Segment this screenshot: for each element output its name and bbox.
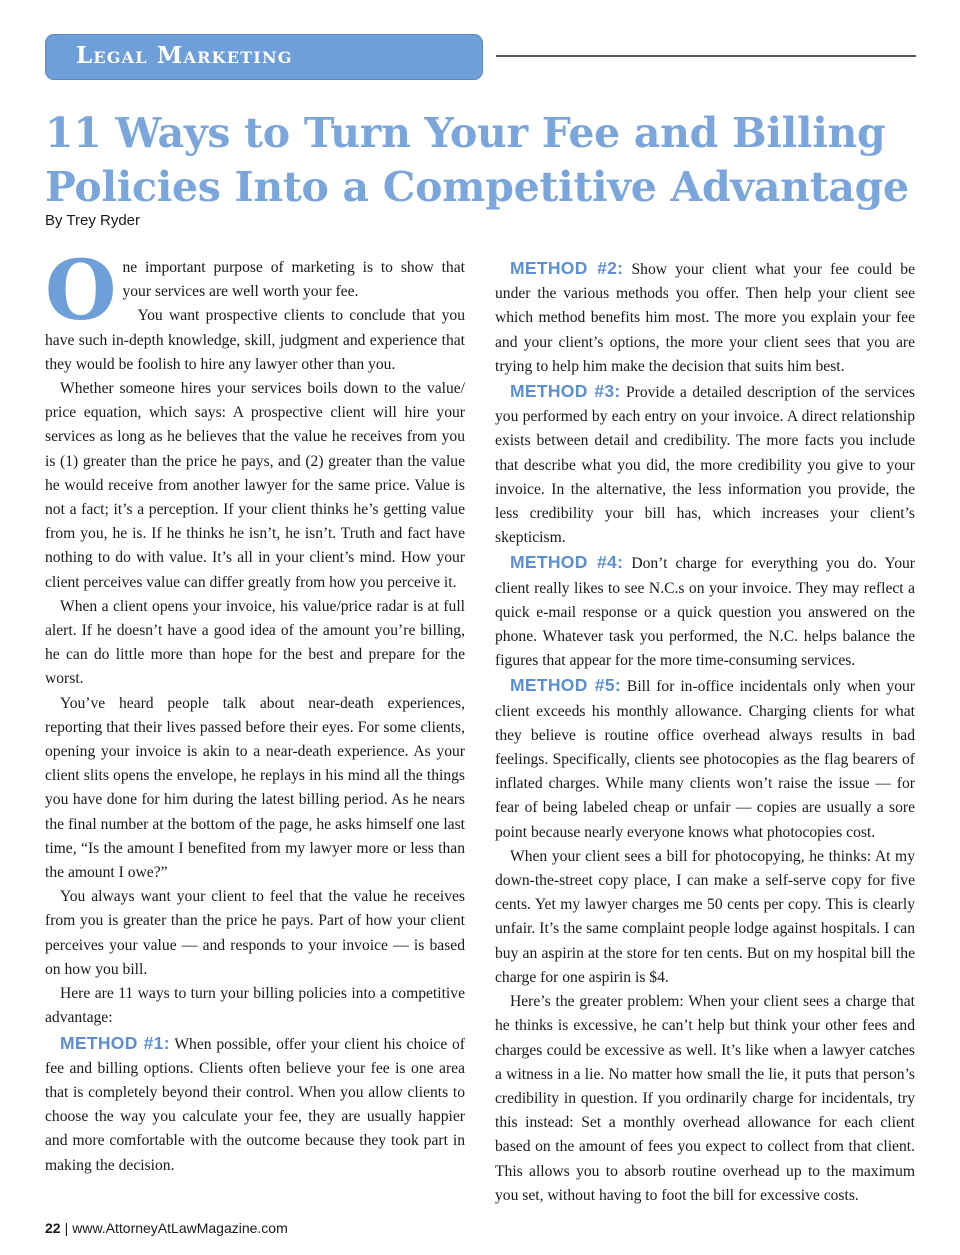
paragraph: You’ve heard people talk about near-death experiences, reporting that their lives passed before their eyes. For some clients, opening your invoice is akin to a near-death experience. As your client slits opens the envelope, he replays in his mind all the things you have done for him during the latest billing period. As he nears the final number at the bottom of the page, he asks himself one last time, “Is the amount I benefited from my lawyer more or less than the amount I owe?”: [45, 694, 465, 882]
section-banner: [45, 34, 483, 80]
page-footer: [45, 1220, 288, 1236]
method-2-paragraph: [495, 256, 915, 379]
method-2-label: METHOD #2:: [510, 258, 624, 278]
intro-paragraph: [45, 243, 465, 339]
method-3-paragraph: [495, 379, 915, 550]
method-5-label: METHOD #5:: [510, 675, 621, 696]
paragraph: Here are 11 ways to turn your billing policies into a competitive advantage:: [45, 985, 465, 1027]
method-2-text: Show your client what your fee could be under the various methods you offer. Then help your client see which method benefits him most. The more you explain your fee and your client’s options, the more your client sees that you are trying to help him make the decision that suits him best.: [495, 261, 915, 375]
paragraph: You always want your client to feel that the value he receives from you is greater than the price he pays. Part of how your client perceives your value — and responds to your invoice — is based on how you bill.: [45, 888, 465, 978]
article-title: [45, 106, 915, 214]
method-3-text: Provide a detailed description of the services you performed by each entry on your invoice. A direct relationship exists between detail and credibility. The more facts you include that describe what you did, the more credibility you give to your invoice. In the alternative, the less information you provide, the less credibility your bill has, which increases your client’s skepticism.: [495, 384, 915, 547]
footer-separator: |: [64, 1220, 69, 1236]
byline: By Trey Ryder: [45, 212, 141, 229]
method-1-paragraph: [45, 1031, 465, 1178]
method-4-text: Don’t charge for everything you do. Your client really likes to see N.C.s on your invoice. They may reflect a quick e-mail response or a quick question you answered on the phone. Whatever task you performed, the N.C. helps balance the figures that appear for the more time-consuming services.: [495, 555, 915, 670]
paragraph: You want prospective clients to conclude that you have such in-depth knowledge, skill, judgment and experience that they would be foolish to hire any lawyer other than you.: [45, 307, 465, 373]
website-link[interactable]: www.AttorneyAtLawMagazine.com: [72, 1220, 288, 1236]
page-number: 22: [45, 1220, 61, 1236]
method-4-label: METHOD #4:: [510, 552, 624, 573]
method-5-paragraph: [495, 673, 915, 844]
header-rule: [496, 55, 916, 57]
drop-cap: O: [45, 243, 117, 339]
left-column: [45, 243, 465, 1178]
method-4-paragraph: [495, 550, 915, 673]
intro-text: ne important purpose of marketing is to show that your services are well worth your fee.: [122, 259, 465, 301]
article-title-line-1: 11 Ways to Turn Your Fee and Billing: [45, 109, 886, 157]
section-label: Legal Marketing: [76, 42, 293, 69]
method-5-text: Bill for in-office incidentals only when your client exceeds his monthly allowance. Charging clients for what they believe is routine office overhead always results in bad feelings. Specifically, clients see photocopies as the flag bearers of inflated charges. While many clients won’t raise the issue — for fear of being labeled cheap or unfair — copies are usually a sore point because nearly everyone knows what photocopies cost.: [495, 678, 915, 841]
paragraph: Here’s the greater problem: When your client sees a charge that he thinks is excessive, he can’t help but think your other fees and charges could be excessive as well. It’s like when a lawyer catches a witness in a lie. No matter how small the lie, it puts that person’s credibility in question. If you ordinarily charge for incidentals, try this instead: Set a monthly overhead allowance for each client based on the amount of fees you expect to collect from that client. This allows you to absorb routine overhead up to the maximum you set, without having to foot the bill for excessive costs.: [495, 993, 915, 1204]
paragraph: When your client sees a bill for photocopying, he thinks: At my down-the-street copy place, I can make a self-serve copy for five cents. Yet my lawyer charges me 50 cents per copy. This is clearly unfair. It’s the same complaint people lodge against hospitals. I can buy an aspirin at the store for ten cents. But on my hospital bill the charge for one aspirin is $4.: [495, 847, 915, 986]
right-column: [495, 256, 915, 1208]
article-title-line-2: Policies Into a Competitive Advantage: [45, 163, 909, 211]
method-3-label: METHOD #3:: [510, 381, 621, 402]
paragraph: When a client opens your invoice, his value/price radar is at full alert. If he doesn’t have a good idea of the amount you’re billing, he can do little more than hope for the best and prepare for the worst.: [45, 597, 465, 688]
method-1-label: METHOD #1:: [60, 1032, 170, 1053]
paragraph: Whether someone hires your services boils down to the value/ price equation, which says: A prospective client will hire your services as long as he believes that the value he receives from you is (1) greater than the price he pays, and (2) greater than the value he would receive from another lawyer for the same price. Value is not a fact; it’s a perception. If your client thinks he’s getting value from you, he is. If he thinks he isn’t, he isn’t. Truth and fact have nothing to do with value. It’s all in your client’s mind. How your client perceives value can differ greatly from how you perceive it.: [45, 380, 465, 591]
method-1-text: When possible, offer your client his choice of fee and billing options. Clients often believe your fee is one area that is completely beyond their control. When you allow clients to choose the way you calculate your fee, they are usually happier and more comfortable with the outcome because they took part in making the decision.: [45, 1035, 465, 1174]
